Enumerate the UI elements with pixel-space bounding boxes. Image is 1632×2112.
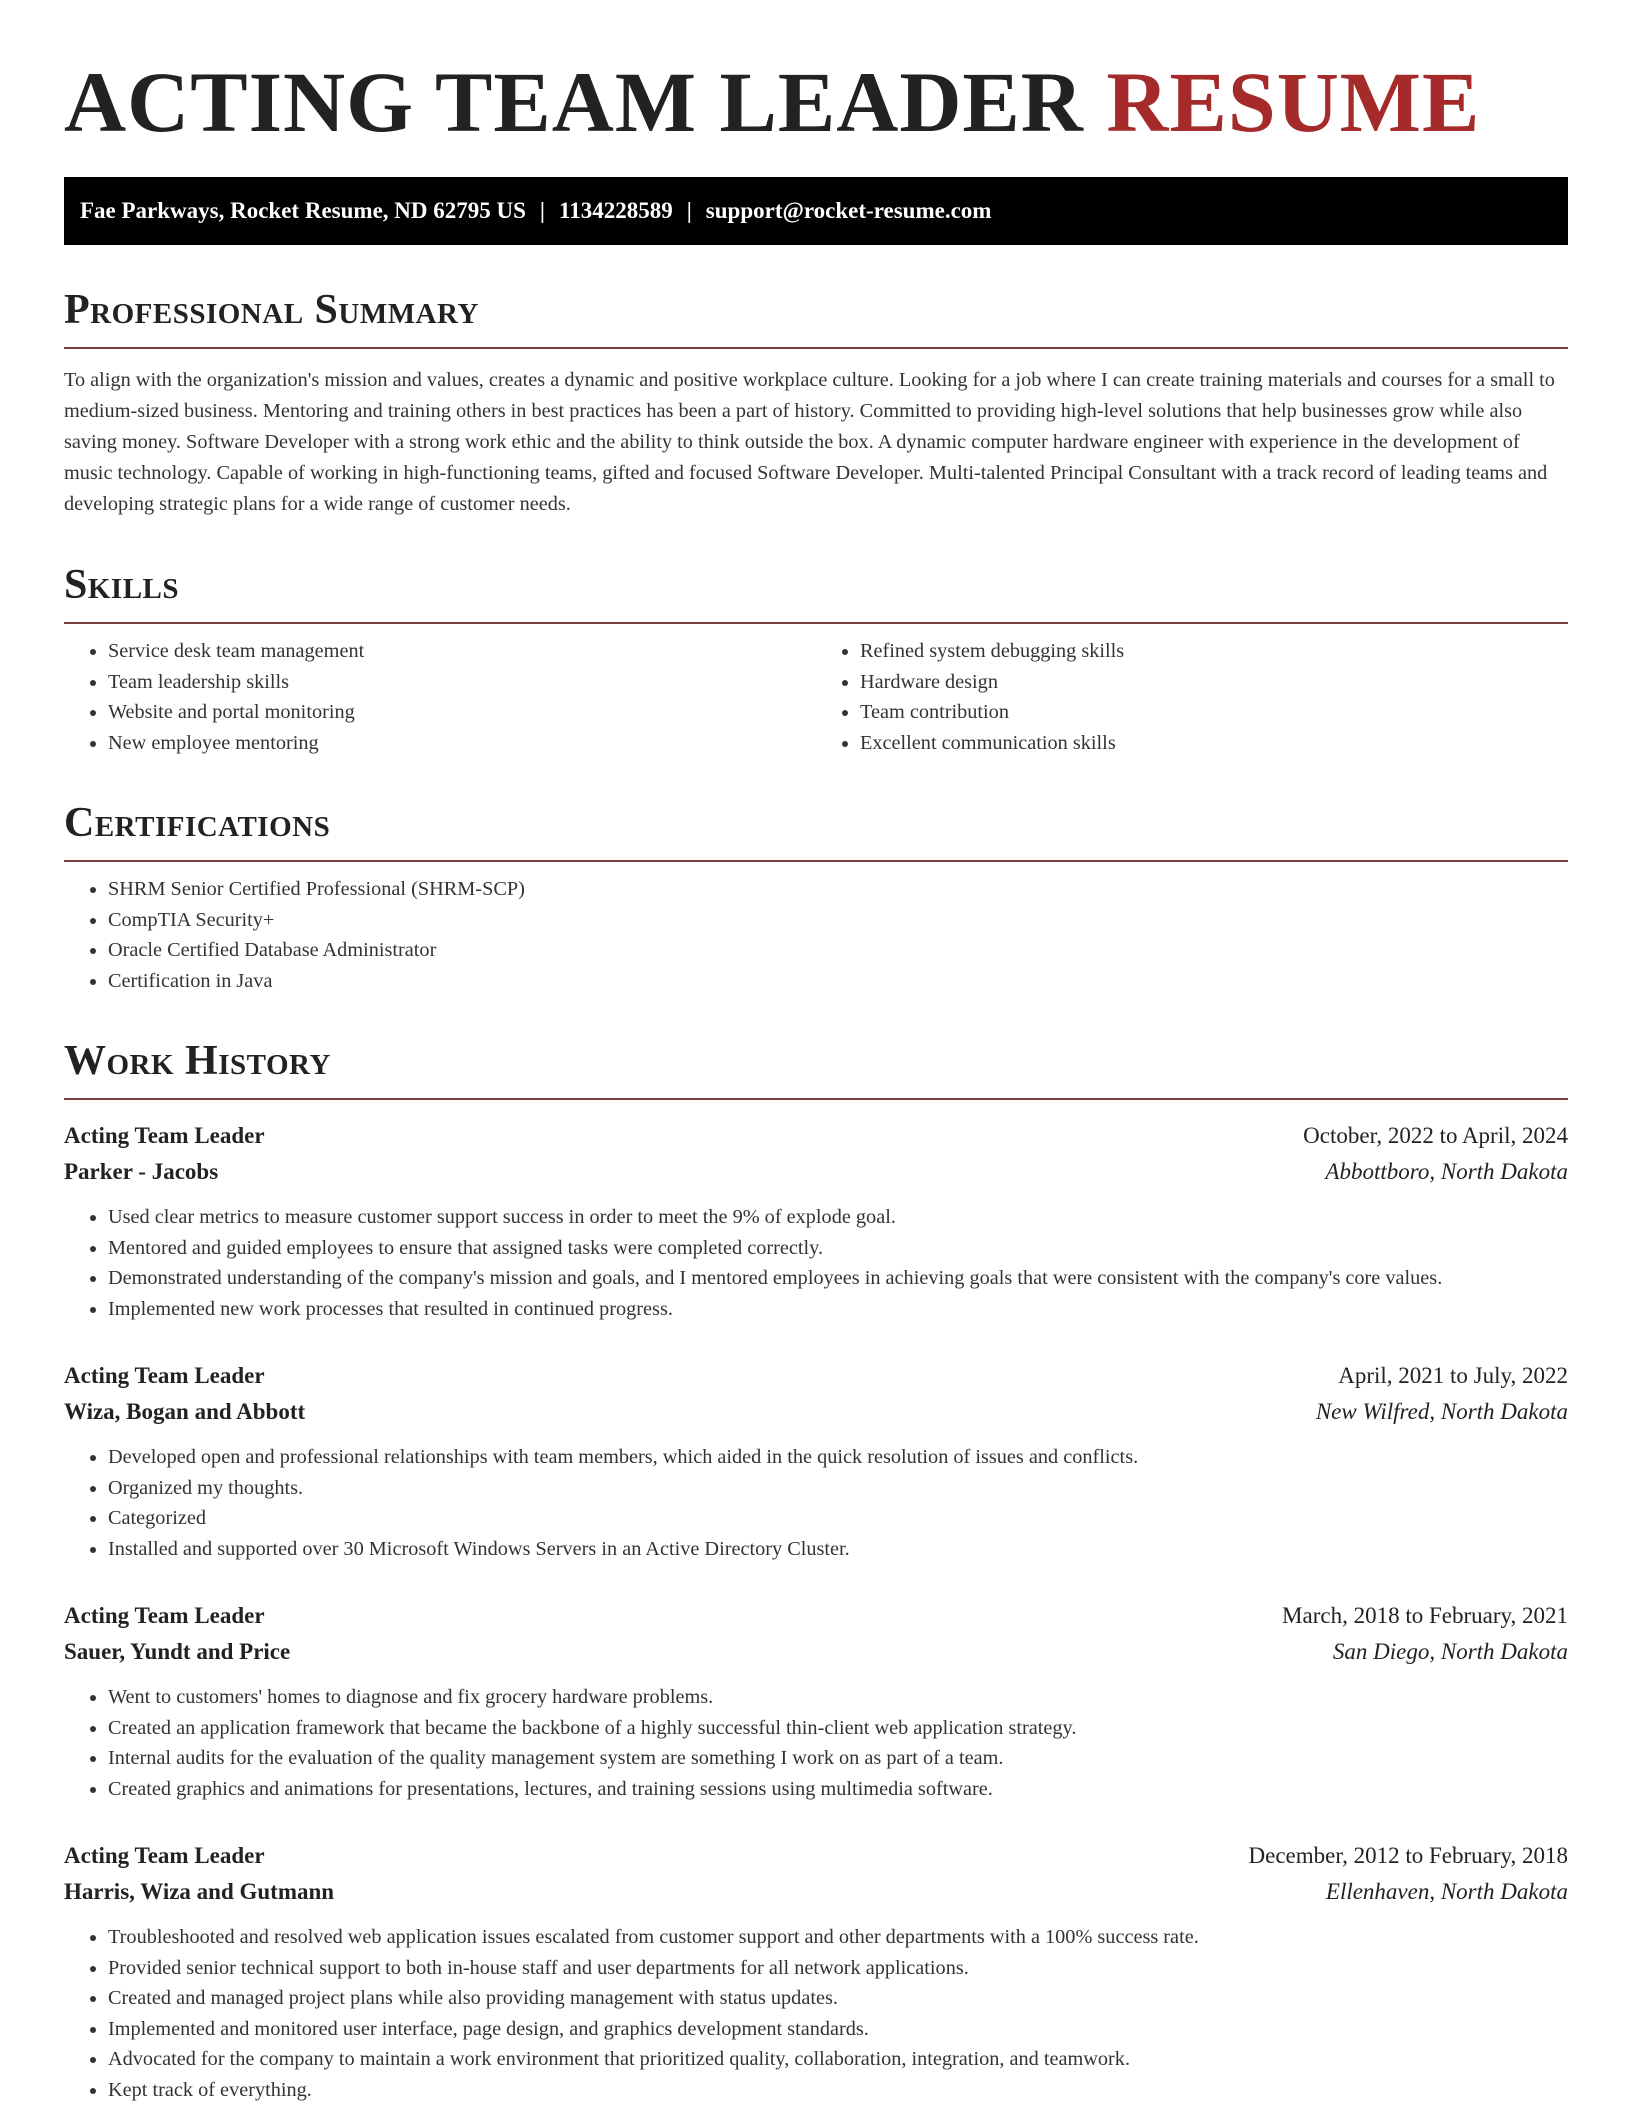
job-bullet: • Used clear metrics to measure customer support success in order to meet the 9% of explode goal. — [108, 1202, 1568, 1233]
job-bullet: • Created an application framework that became the backbone of a highly successful thin-client web application strategy. — [108, 1713, 1568, 1744]
skill-item: • New employee mentoring — [108, 728, 816, 759]
job-dates: October, 2022 to April, 2024 — [1303, 1123, 1568, 1148]
contact-separator: | — [539, 198, 545, 223]
job-entry — [64, 1118, 1568, 1324]
skills-section — [64, 560, 1568, 758]
job-title: Acting Team Leader — [64, 1603, 265, 1628]
title-accent: RESUME — [1106, 54, 1481, 150]
job-company: Sauer, Yundt and Price — [64, 1639, 291, 1664]
job-location: New Wilfred, North Dakota — [1315, 1399, 1568, 1424]
resume-title — [64, 52, 1568, 152]
job-bullet: • Implemented and monitored user interface, page design, and graphics development standards. — [108, 2014, 1568, 2045]
job-entry — [64, 1598, 1568, 1804]
job-title: Acting Team Leader — [64, 1363, 265, 1388]
certification-item: • Certification in Java — [108, 966, 1568, 997]
certifications-list — [64, 874, 1568, 996]
title-main: ACTING TEAM LEADER — [64, 54, 1084, 150]
job-bullet: • Created and managed project plans while also providing management with status updates. — [108, 1983, 1568, 2014]
job-bullet: • Advocated for the company to maintain a work environment that prioritized quality, collaboration, integration, and teamwork. — [108, 2044, 1568, 2075]
job-bullets — [64, 1202, 1568, 1324]
contact-address: Fae Parkways, Rocket Resume, ND 62795 US — [80, 198, 526, 223]
skill-item: • Team contribution — [860, 697, 1568, 728]
job-dates: April, 2021 to July, 2022 — [1338, 1363, 1568, 1388]
job-bullets — [64, 1682, 1568, 1804]
summary-section — [64, 285, 1568, 520]
work-history-section — [64, 1036, 1568, 2105]
skill-item: • Hardware design — [860, 667, 1568, 698]
job-company: Parker - Jacobs — [64, 1159, 219, 1184]
job-bullet: • Went to customers' homes to diagnose and fix grocery hardware problems. — [108, 1682, 1568, 1713]
job-bullet: • Mentored and guided employees to ensure that assigned tasks were completed correctly. — [108, 1233, 1568, 1264]
skills-list-right — [816, 636, 1568, 758]
certification-item: • CompTIA Security+ — [108, 905, 1568, 936]
job-bullet: • Developed open and professional relationships with team members, which aided in the quick resolution of issues and conflicts. — [108, 1442, 1568, 1473]
job-bullets — [64, 1442, 1568, 1564]
job-bullet: • Categorized — [108, 1503, 1568, 1534]
job-bullet: • Provided senior technical support to both in-house staff and user departments for all network applications. — [108, 1953, 1568, 1984]
skill-item: • Refined system debugging skills — [860, 636, 1568, 667]
skills-list-left — [64, 636, 816, 758]
skills-heading: Skills — [64, 560, 1568, 624]
job-entry — [64, 1838, 1568, 2105]
job-company: Harris, Wiza and Gutmann — [64, 1879, 335, 1904]
summary-text: To align with the organization's mission and values, creates a dynamic and positive workplace culture. Looking for a job where I can create training materials and courses for a small to medium-sized business. Mentoring and training others in best practices has been a part of history. Committed to providing high-level solutions that help businesses grow while also saving money. Software Developer with a strong work ethic and the ability to think outside the box. A dynamic computer hardware engineer with experience in the development of music technology. Capable of working in high-functioning teams, gifted and focused Software Developer. Multi-talented Principal Consultant with a track record of leading teams and developing strategic plans for a wide range of customer needs. — [64, 369, 1555, 515]
contact-bar — [64, 177, 1568, 245]
skill-item: • Service desk team management — [108, 636, 816, 667]
job-bullet: • Internal audits for the evaluation of the quality management system are something I work on as part of a team. — [108, 1743, 1568, 1774]
certifications-heading: Certifications — [64, 798, 1568, 862]
job-bullet: • Organized my thoughts. — [108, 1473, 1568, 1504]
job-dates: March, 2018 to February, 2021 — [1282, 1603, 1568, 1628]
certifications-section — [64, 798, 1568, 996]
work-history-heading: Work History — [64, 1036, 1568, 1100]
job-header-row — [64, 1838, 1568, 1874]
job-location: San Diego, North Dakota — [1332, 1639, 1568, 1664]
skill-item: • Team leadership skills — [108, 667, 816, 698]
certification-item: • SHRM Senior Certified Professional (SHRM-SCP) — [108, 874, 1568, 905]
job-company: Wiza, Bogan and Abbott — [64, 1399, 306, 1424]
skill-item: • Website and portal monitoring — [108, 697, 816, 728]
job-company-row — [64, 1874, 1568, 1910]
skill-item: • Excellent communication skills — [860, 728, 1568, 759]
job-dates: December, 2012 to February, 2018 — [1248, 1843, 1568, 1868]
job-bullet: • Implemented new work processes that resulted in continued progress. — [108, 1294, 1568, 1325]
job-title: Acting Team Leader — [64, 1843, 265, 1868]
job-company-row — [64, 1394, 1568, 1430]
contact-email: support@rocket-resume.com — [705, 198, 992, 223]
job-entry — [64, 1358, 1568, 1564]
job-bullet: • Installed and supported over 30 Microsoft Windows Servers in an Active Directory Cluster. — [108, 1534, 1568, 1565]
contact-phone: 1134228589 — [558, 198, 673, 223]
job-bullet: • Troubleshooted and resolved web application issues escalated from customer support and other departments with a 100% success rate. — [108, 1922, 1568, 1953]
job-bullet: • Created graphics and animations for presentations, lectures, and training sessions using multimedia software. — [108, 1774, 1568, 1805]
job-location: Ellenhaven, North Dakota — [1325, 1879, 1568, 1904]
job-location: Abbottboro, North Dakota — [1325, 1159, 1568, 1184]
job-header-row — [64, 1598, 1568, 1634]
job-header-row — [64, 1118, 1568, 1154]
summary-heading: Professional Summary — [64, 285, 1568, 349]
job-bullets — [64, 1922, 1568, 2105]
job-company-row — [64, 1154, 1568, 1190]
job-bullet: • Kept track of everything. — [108, 2075, 1568, 2106]
job-title: Acting Team Leader — [64, 1123, 265, 1148]
contact-separator: | — [686, 198, 692, 223]
certification-item: • Oracle Certified Database Administrator — [108, 935, 1568, 966]
skills-columns — [64, 624, 1568, 758]
job-company-row — [64, 1634, 1568, 1670]
job-header-row — [64, 1358, 1568, 1394]
job-bullet: • Demonstrated understanding of the company's mission and goals, and I mentored employees in achieving goals that were consistent with the company's core values. — [108, 1263, 1568, 1294]
